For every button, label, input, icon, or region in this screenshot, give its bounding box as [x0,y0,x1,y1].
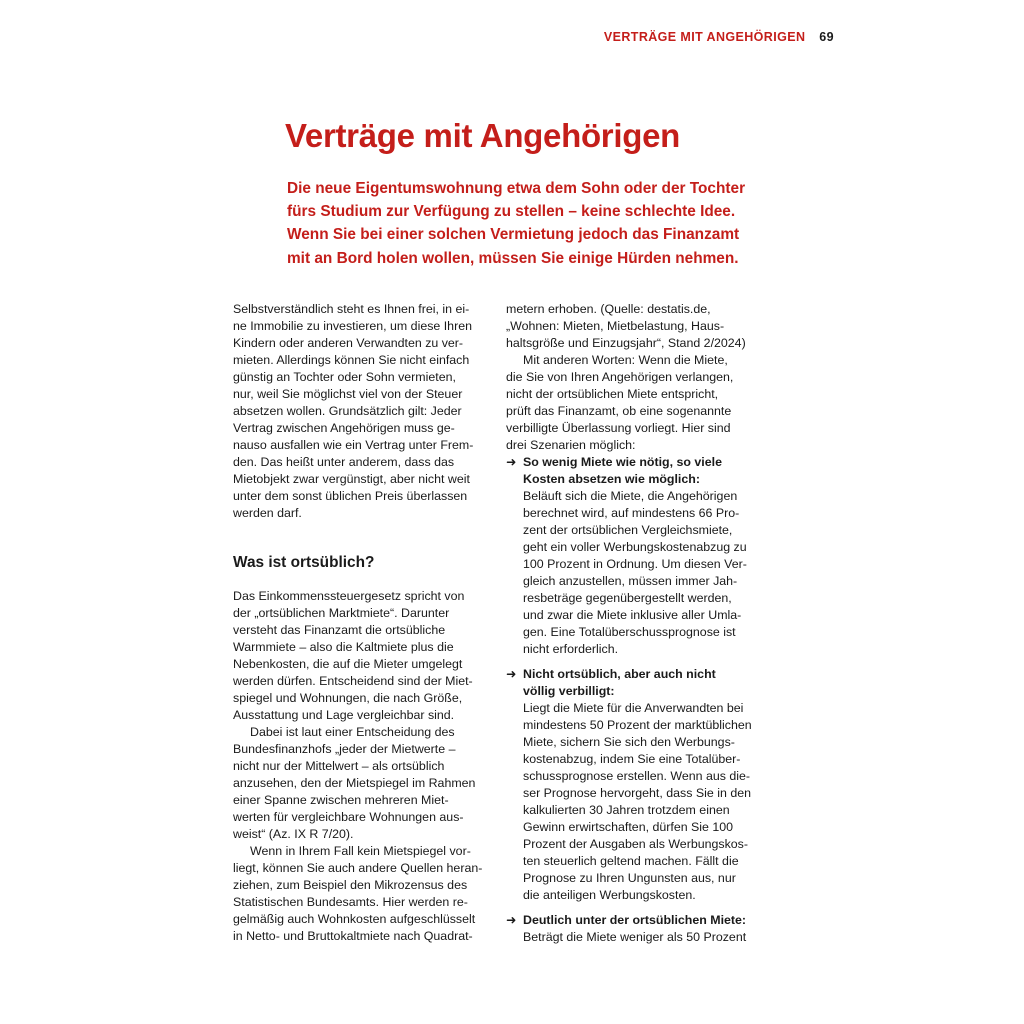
text-line: prüft das Finanzamt, ob eine sogenannte [506,404,732,418]
lead-line: Die neue Eigentumswohnung etwa dem Sohn oder der Tochter [287,180,746,197]
text-line: nicht nur der Mittelwert – als ortsüblich [233,759,445,773]
text-line: Kindern oder anderen Verwandten zu ver- [233,336,464,350]
text-line: Statistischen Bundesamts. Hier werden re- [233,895,468,909]
text-line: Prozent der Ausgaben als Werbungskos- [523,837,748,851]
text-line: gleich anzustellen, müssen immer Jah- [523,574,738,588]
text-line: nicht erforderlich. [523,642,619,656]
text-line: gelmäßig auch Wohnkosten aufgeschlüsselt [233,912,476,926]
page-number: 69 [819,30,834,44]
text-line: anzusehen, den der Mietspiegel im Rahmen [233,776,476,790]
text-line: in Netto- und Bruttokaltmiete nach Quadrat- [233,929,473,943]
bullet-item [506,454,768,658]
text-line: die anteiligen Werbungskosten. [523,888,696,902]
text-line: weist“ (Az. IX R 7/20). [233,827,354,841]
text-line: mieten. Allerdings können Sie nicht einfach [233,353,470,367]
text-line: metern erhoben. (Quelle: destatis.de, [506,302,711,316]
text-line: Gewinn erwirtschaften, dürfen Sie 100 [523,820,734,834]
arrow-icon: ➜ [506,455,517,469]
bullet-heading: völlig verbilligt: [523,684,615,698]
text-line: berechnet wird, auf mindestens 66 Pro- [523,506,740,520]
bullet-item [506,912,768,946]
arrow-icon: ➜ [506,667,517,681]
text-line: Warmmiete – also die Kaltmiete plus die [233,640,454,654]
text-line: Nebenkosten, die auf die Mieter umgelegt [233,657,463,671]
text-line: nauso ausfallen wie ein Vertrag unter Frem- [233,438,474,452]
text-line: Miete, sichern Sie sich den Werbungs- [523,735,735,749]
text-line: spiegel und Wohnungen, die nach Größe, [233,691,463,705]
text-line: günstig an Tochter oder Sohn vermieten, [233,370,456,384]
bullet-heading: Nicht ortsüblich, aber auch nicht [523,667,716,681]
text-line: Bundesfinanzhofs „jeder der Mietwerte – [233,742,456,756]
text-line: gen. Eine Totalüberschussprognose ist [523,625,736,639]
text-line: der „ortsüblichen Marktmiete“. Darunter [233,606,450,620]
text-line: ziehen, zum Beispiel den Mikrozensus des [233,878,468,892]
text-line: versteht das Finanzamt die ortsübliche [233,623,446,637]
page-title: Verträge mit Angehörigen [285,117,680,154]
text-line: Wenn in Ihrem Fall kein Mietspiegel vor- [250,844,471,858]
bullet-heading: Kosten absetzen wie möglich: [523,472,700,486]
text-line: 100 Prozent in Ordnung. Um diesen Ver- [523,557,747,571]
text-line: Dabei ist laut einer Entscheidung des [250,725,455,739]
text-line: werden darf. [233,506,302,520]
body-paragraph [233,724,495,843]
text-line: einer Spanne zwischen mehreren Miet- [233,793,449,807]
section-subheading: Was ist ortsüblich? [233,554,375,571]
text-line: liegt, können Sie auch andere Quellen heran- [233,861,483,875]
text-line: Mietobjekt zwar vergünstigt, aber nicht weit [233,472,470,486]
text-line: kalkulierten 30 Jahren trotzdem einen [523,803,730,817]
text-line: Liegt die Miete für die Anverwandten bei [523,701,744,715]
text-line: drei Szenarien möglich: [506,438,636,452]
text-line: Beträgt die Miete weniger als 50 Prozent [523,930,747,944]
lead-paragraph [287,177,787,270]
text-line: nicht der ortsüblichen Miete entspricht, [506,387,719,401]
text-line: unter dem sonst üblichen Preis überlassen [233,489,468,503]
running-head [604,30,834,44]
text-line: ten steuerlich geltend machen. Fällt die [523,854,739,868]
bullet-heading: So wenig Miete wie nötig, so viele [523,455,722,469]
text-line: und zwar die Miete inklusive aller Umla- [523,608,742,622]
body-paragraph [233,588,495,724]
text-line: schussprognose erstellen. Wenn aus die- [523,769,751,783]
arrow-icon: ➜ [506,913,517,927]
text-line: geht ein voller Werbungskostenabzug zu [523,540,747,554]
lead-line: Wenn Sie bei einer solchen Vermietung jedoch das Finanzamt [287,226,740,244]
body-paragraph [506,352,768,454]
text-line: nur, weil Sie möglichst viel von der Steuer [233,387,463,401]
text-line: zent der ortsüblichen Vergleichsmiete, [523,523,733,537]
text-line: Das Einkommenssteuergesetz spricht von [233,589,465,603]
bullet-item [506,666,768,904]
right-column [506,301,768,946]
text-line: werten für vergleichbare Wohnungen aus- [233,810,464,824]
text-line: haltsgröße und Einzugsjahr“, Stand 2/2024) [506,336,746,350]
text-line: Selbstverständlich steht es Ihnen frei, in ei- [233,302,470,316]
text-line: kostenabzug, indem Sie eine Totalüber- [523,752,741,766]
body-paragraph [233,301,495,522]
text-line: die Sie von Ihren Angehörigen verlangen, [506,370,734,384]
text-line: mindestens 50 Prozent der marktüblichen [523,718,752,732]
text-line: Beläuft sich die Miete, die Angehörigen [523,489,738,503]
text-line: resbeträge gegenübergestellt werden, [523,591,732,605]
body-paragraph [506,301,768,352]
text-line: Mit anderen Worten: Wenn die Miete, [523,353,728,367]
text-line: ne Immobilie zu investieren, um diese Ihren [233,319,472,333]
running-head-section: VERTRÄGE MIT ANGEHÖRIGEN [603,30,806,44]
text-line: „Wohnen: Mieten, Mietbelastung, Haus- [506,319,725,333]
text-line: den. Das heißt unter anderem, dass das [233,455,455,469]
lead-line: fürs Studium zur Verfügung zu stellen – keine schlechte Idee. [287,203,736,221]
bullet-heading: Deutlich unter der ortsüblichen Miete: [523,913,747,927]
text-line: Prognose zu Ihren Ungunsten aus, nur [523,871,736,885]
text-line: Vertrag zwischen Angehörigen muss ge- [233,421,455,435]
text-line: Ausstattung und Lage vergleichbar sind. [233,708,455,722]
left-column [233,301,495,945]
text-line: absetzen wollen. Grundsätzlich gilt: Jeder [233,404,462,418]
text-line: ser Prognose hervorgeht, dass Sie in den [523,786,751,800]
text-line: werden dürfen. Entscheidend sind der Miet- [233,674,473,688]
text-line: verbilligte Überlassung vorliegt. Hier sind [506,421,731,435]
lead-line: mit an Bord holen wollen, müssen Sie einige Hürden nehmen. [287,249,739,267]
body-paragraph [233,843,495,945]
